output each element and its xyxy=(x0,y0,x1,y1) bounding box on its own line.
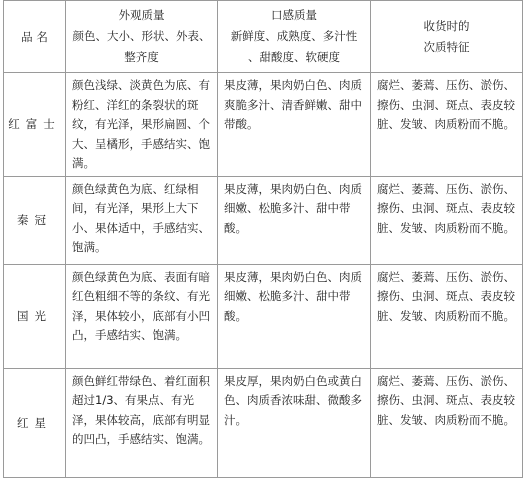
header-taste-sub1: 新鲜度、成熟度、多汁性 xyxy=(230,29,358,43)
defects-cell: 腐烂、萎蔫、压伤、淤伤、擦伤、虫洞、斑点、表皮较脏、发皱、肉质粉而不脆。 xyxy=(371,264,523,368)
header-taste-sub2: 、甜酸度、软硬度 xyxy=(248,50,340,64)
header-appearance-sub2: 整齐度 xyxy=(124,50,159,64)
appearance-cell: 颜色绿黄色为底、表面有暗红色粗细不等的条纹、有光泽，果体较小，底部有小凹凸，手感结实、饱满。 xyxy=(66,264,218,368)
table-row xyxy=(4,73,523,177)
header-defects-line1: 收货时的 xyxy=(423,19,470,33)
header-defects xyxy=(371,1,523,73)
table-row xyxy=(4,264,523,368)
product-name-cell: 秦冠 xyxy=(4,176,66,264)
header-product-name xyxy=(4,1,66,73)
header-row xyxy=(4,1,523,73)
table-row xyxy=(4,368,523,477)
header-taste-title: 口感质量 xyxy=(271,8,317,22)
product-name-cell: 国光 xyxy=(4,264,66,368)
header-appearance-title: 外观质量 xyxy=(118,8,165,22)
defects-cell: 腐烂、萎蔫、压伤、淤伤、擦伤、虫洞、斑点、表皮较脏、发皱、肉质粉而不脆。 xyxy=(371,368,523,477)
product-name-cell: 红富士 xyxy=(4,73,66,177)
table-row xyxy=(4,176,523,264)
taste-cell: 果皮薄，果肉奶白色、肉质细嫩、松脆多汁、甜中带酸。 xyxy=(218,264,371,368)
apple-quality-table xyxy=(3,0,523,478)
header-appearance-sub1: 颜色、大小、形状、外表、 xyxy=(72,29,211,43)
product-name-cell: 红星 xyxy=(4,368,66,477)
header-taste xyxy=(218,1,371,73)
taste-cell: 果皮薄，果肉奶白色、肉质爽脆多汁、清香鲜嫩、甜中带酸。 xyxy=(218,73,371,177)
header-product-name-text: 品 名 xyxy=(21,29,48,44)
defects-cell: 腐烂、萎蔫、压伤、淤伤、擦伤、虫洞、斑点、表皮较脏、发皱、肉质粉而不脆。 xyxy=(371,73,523,177)
defects-cell: 腐烂、萎蔫、压伤、淤伤、擦伤、虫洞、斑点、表皮较脏、发皱、肉质粉而不脆。 xyxy=(371,176,523,264)
appearance-cell: 颜色绿黄色为底、红绿相间，有光泽，果形上大下小、果体适中，手感结实、饱满。 xyxy=(66,176,218,264)
taste-cell: 果皮厚，果肉奶白色或黄白色、肉质香浓味甜、微酸多汁。 xyxy=(218,368,371,477)
header-appearance xyxy=(66,1,218,73)
appearance-cell: 颜色浅绿、淡黄色为底、有粉红、洋红的条裂状的斑纹，有光泽，果形扁圆、个大、呈橘形，手感结实、饱满。 xyxy=(66,73,218,177)
header-defects-line2: 次质特征 xyxy=(423,40,470,54)
taste-cell: 果皮薄，果肉奶白色、肉质细嫩、松脆多汁、甜中带酸。 xyxy=(218,176,371,264)
appearance-cell: 颜色鲜红带绿色、着红面积超过1/3、有果点、有光泽，果体较高，底部有明显的凹凸，手感结实、饱满。 xyxy=(66,368,218,477)
